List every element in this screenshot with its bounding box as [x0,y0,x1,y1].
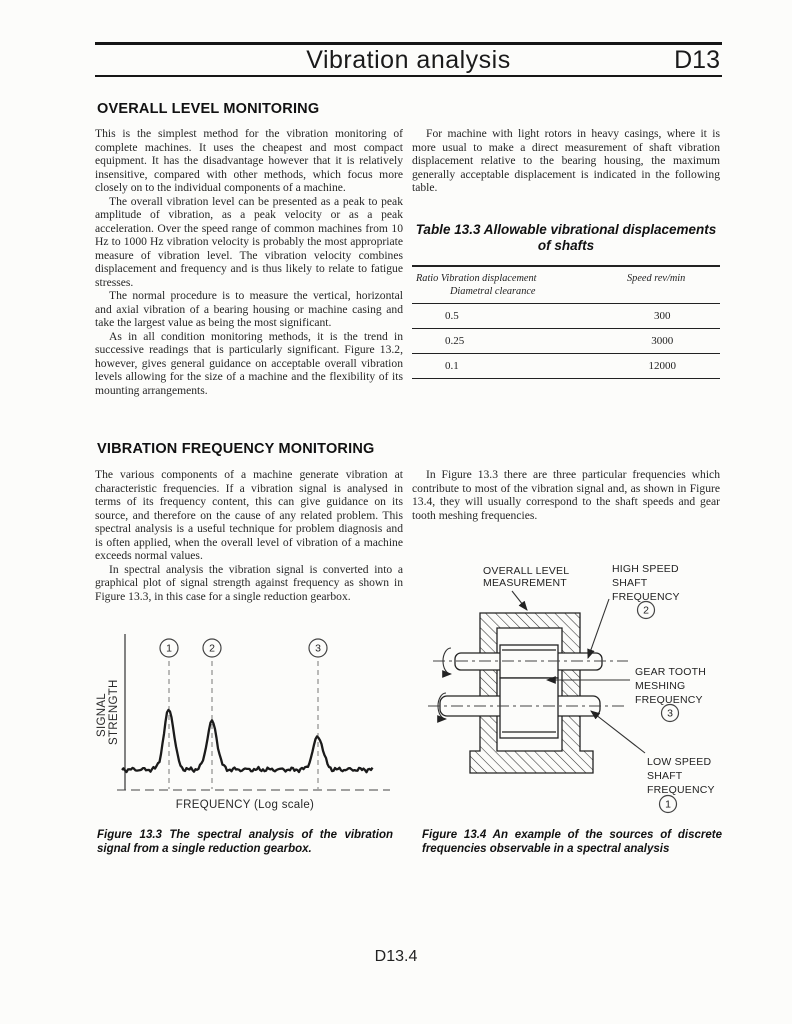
table-title-line2: of shafts [537,238,595,253]
spectrum-trace [122,710,373,772]
wheel-gear [500,678,558,738]
table-row: 0.25 3000 [412,329,720,354]
peak-marker-number: 1 [166,642,172,655]
paragraph: In spectral analysis the vibration signal is converted into a graphical plot of signal strength against frequency as shown in Figure 13.3, in this case for a single reduction gearbox. [95,562,403,603]
section2-heading: VIBRATION FREQUENCY MONITORING [97,441,375,457]
svg-text:3: 3 [667,707,673,720]
peak-marker-number: 2 [209,642,215,655]
paragraph: As in all condition monitoring methods, it is the trend in successive readings that is particularly significant. Figure 13.2, however, gives general guidance on acceptable overall vibration levels allowing for the size of a machine and the flexibility of its mounting arrangements. [95,329,403,397]
x-axis-label: FREQUENCY (Log scale) [175,799,315,811]
header-rule-bottom [95,75,722,77]
header-rule-top [95,42,722,45]
table [412,265,720,379]
figure-13-3 [95,616,395,821]
column-header-speed: Speed rev/min [627,273,686,284]
svg-text:MESHING: MESHING [635,680,686,692]
svg-text:FREQUENCY: FREQUENCY [647,784,715,796]
paragraph: The overall vibration level can be presented as a peak to peak amplitude of vibration, as a peak velocity or as a peak acceleration. Over the speed range of common machines from 10 Hz to 1000 Hz vibration velocity is probably the most appropriate measure of vibration level. The vibration velocity combines displacement and frequency and is thus likely to relate to fatigue stresses. [95,194,403,289]
y-axis-label-line2: STRENGTH [108,679,120,745]
svg-text:2: 2 [643,604,649,617]
paragraph: The various components of a machine generate vibration at characteristic frequencies. If a vibration signal is analysed in terms of its frequency content, this can give guidance on its source, and therefore on the cause of any related problem. This spectral analysis is a useful technique for problem diagnosis and is often applied, when the overall level of vibration of a machine exceeds normal values. [95,468,403,562]
low-speed-label: LOW SPEED [647,756,712,768]
column-header-ratio: Ratio Vibration displacement Diametral clearance [416,273,537,297]
section1-left-column [95,127,403,397]
high-speed-leader [588,599,609,658]
figure-13-3-caption: Figure 13.3 The spectral analysis of the vibration signal from a single reduction gearbox. [97,829,393,855]
low-speed-leader [591,711,645,753]
table-row: 0.5 300 [412,304,720,329]
figure-13-4-caption: Figure 13.4 An example of the sources of discrete frequencies observable in a spectral analysis [422,829,722,855]
svg-text:SHAFT: SHAFT [612,577,648,589]
page-number: D13.4 [374,948,418,965]
svg-text:FREQUENCY: FREQUENCY [635,694,703,706]
svg-text:FREQUENCY: FREQUENCY [612,591,680,603]
table-title [412,222,720,254]
gear-tooth-label: GEAR TOOTH [635,666,707,678]
y-axis-label-line1: SIGNAL [96,693,108,737]
figure-13-4 [425,553,735,821]
spectrum-plot [95,616,395,821]
paragraph: This is the simplest method for the vibration monitoring of complete machines. It uses the cheapest and most compact equipment. It has the disadvantage however that it is relatively insensitive, compared with other methods, which focus more closely on to the individual components of a machine. [95,127,403,194]
high-speed-label: HIGH SPEED [612,563,679,575]
paragraph: For machine with light rotors in heavy casings, where it is more usual to make a direct measurement of shaft vibration displacement relative to the bearing housing, the maximum generally acceptable displacement is indicated in the following table. [412,127,720,194]
gearbox-diagram [425,553,735,821]
peak-marker-number: 3 [315,642,321,655]
overall-level-label: OVERALL LEVEL [483,565,570,577]
paragraph: In Figure 13.3 there are three particular frequencies which contribute to most of the vibration signal and, as shown in Figure 13.4, they will usually correspond to the shaft speeds and gear tooth meshing frequencies. [412,468,720,522]
section2-right-column [412,468,720,522]
svg-text:MEASUREMENT: MEASUREMENT [483,577,567,589]
section1-right-column [412,127,720,195]
overall-level-leader [512,591,527,610]
section2-left-column [95,468,403,603]
table-13-3 [412,222,720,379]
table-row: 0.1 12000 [412,354,720,379]
page-title: Vibration analysis [306,46,511,74]
section1-heading: OVERALL LEVEL MONITORING [97,101,320,117]
section-code: D13 [674,46,720,74]
table-header-row [412,267,720,304]
svg-text:1: 1 [665,798,671,811]
paragraph: The normal procedure is to measure the vertical, horizontal and axial vibration of a bearing housing or machine casing and take the largest value as being the most significant. [95,289,403,329]
table-title-line1: Table 13.3 Allowable vibrational displacements [415,222,717,237]
svg-text:SHAFT: SHAFT [647,770,683,782]
